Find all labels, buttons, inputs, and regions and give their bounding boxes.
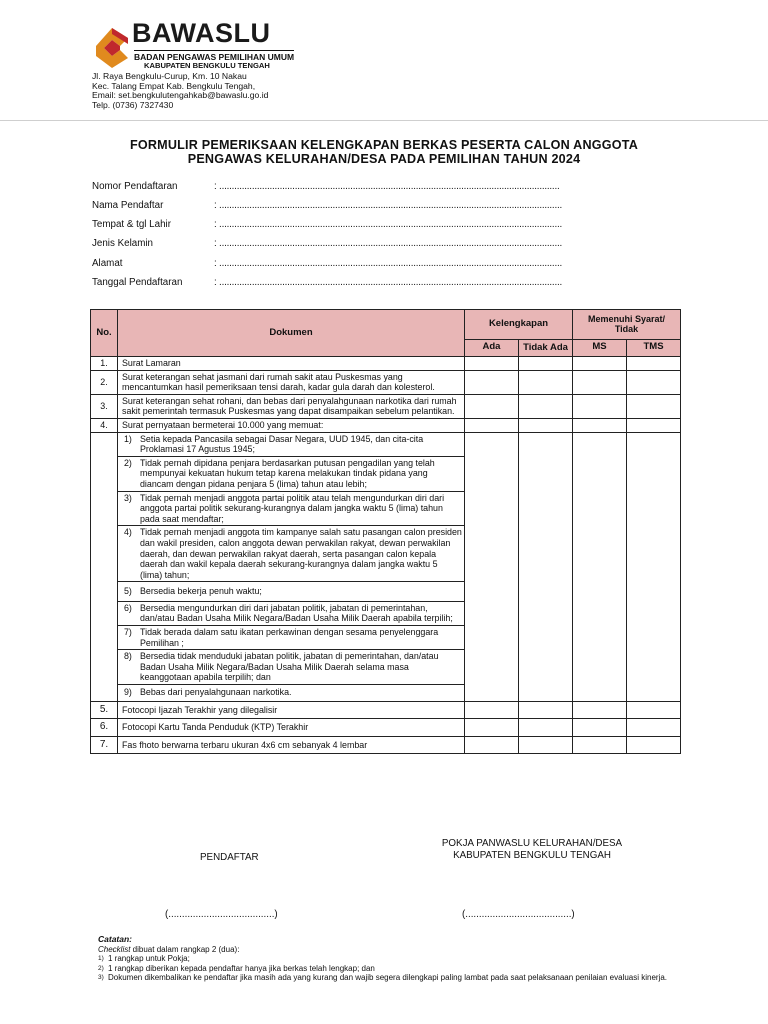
check-ada[interactable] [465, 701, 519, 719]
notes-intro: Checklist dibuat dalam rangkap 2 (dua): [98, 944, 240, 954]
statement-item: 4) Tidak pernah menjadi anggota tim kampanye salah satu pasangan calon presiden dan wakil presiden, calon anggota dewan perwakilan rakyat, dewan perwakilan daerah, dan dewan perwakilan rakyat daerah, serta pasangan calon kepala daerah dan wakil kepala daerah sekurang-kurangnya dalam jangka waktu 5 (lima) tahun; [118, 526, 464, 582]
table-row-statement-items [91, 432, 681, 701]
note-item: 3) Dokumen dikembalikan ke pendaftar jika masih ada yang kurang dan wajib segera dilengkapi paling lambat pada saat pelaksanaan penilaian evaluasi kinerja. [98, 973, 668, 982]
field-label: Nama Pendaftar [92, 200, 164, 211]
header-tidak-ada: Tidak Ada [519, 339, 573, 356]
notes-heading: Catatan: [98, 934, 133, 944]
statement-item: 6) Bersedia mengundurkan diri dari jabatan politik, jabatan di pemerintahan, dan/atau Badan Usaha Milik Negara/Badan Usaha Milik Daerah apabila terpilih; [118, 602, 464, 626]
phone-line: Telp. (0736) 7327430 [92, 99, 174, 110]
check-ms[interactable] [573, 394, 627, 418]
header-no: No. [91, 310, 118, 357]
check-ms[interactable] [573, 701, 627, 719]
check-tms[interactable] [627, 736, 681, 754]
check-tms[interactable] [627, 370, 681, 394]
check-ada[interactable] [465, 394, 519, 418]
row-number: 5. [91, 701, 118, 719]
check-ms[interactable] [573, 418, 627, 432]
table-row [91, 370, 681, 394]
field-label: Tanggal Pendaftaran [92, 277, 183, 288]
row-number: 2. [91, 370, 118, 394]
org-name: BAWASLU [132, 18, 271, 48]
check-tidak-ada[interactable] [519, 418, 573, 432]
row-number: 3. [91, 394, 118, 418]
row-number: 7. [91, 736, 118, 754]
check-ms[interactable] [573, 432, 627, 701]
check-ms[interactable] [573, 719, 627, 737]
field-label: Nomor Pendaftaran [92, 181, 178, 192]
statement-item: 9) Bebas dari penyalahgunaan narkotika. [124, 687, 292, 698]
address-block [92, 72, 268, 110]
header-ms: MS [573, 339, 627, 356]
check-ada[interactable] [465, 719, 519, 737]
signature-right-label-2: KABUPATEN BENGKULU TENGAH [453, 850, 611, 861]
statement-item: 1) Setia kepada Pancasila sebagai Dasar Negara, UUD 1945, dan cita-cita Proklamasi 17 Agustus 1945; [118, 433, 464, 457]
field-label: Tempat & tgl Lahir [92, 219, 171, 230]
row-document: Fotocopi Ijazah Terakhir yang dilegalisir [118, 701, 465, 719]
table-row [91, 736, 681, 754]
table-header-row [91, 310, 681, 340]
field-blank[interactable]: : ....................................................................................................................................... [214, 181, 560, 192]
row-number: 4. [91, 418, 118, 432]
signature-left-blank[interactable]: (.......................................) [165, 909, 278, 920]
check-tidak-ada[interactable] [519, 370, 573, 394]
email-line: Email: set.bengkulutengahkab@bawaslu.go.id [92, 90, 269, 101]
table-row [91, 418, 681, 432]
check-tms[interactable] [627, 418, 681, 432]
form-title-line-2: PENGAWAS KELURAHAN/DESA PADA PEMILIHAN TAHUN 2024 [187, 152, 581, 166]
header-divider [0, 120, 768, 121]
signature-right-blank[interactable]: (.......................................) [462, 909, 575, 920]
header-ada: Ada [465, 339, 519, 356]
row-number-empty [91, 432, 118, 701]
field-blank[interactable]: : ........................................................................................................................................ [214, 219, 563, 230]
check-tidak-ada[interactable] [519, 736, 573, 754]
field-label: Jenis Kelamin [92, 238, 153, 249]
row-document: Surat pernyataan bermeterai 10.000 yang memuat: [118, 418, 465, 432]
check-tidak-ada[interactable] [519, 719, 573, 737]
table-row [91, 357, 681, 371]
org-region: KABUPATEN BENGKULU TENGAH [144, 61, 270, 70]
check-tidak-ada[interactable] [519, 701, 573, 719]
check-ms[interactable] [573, 357, 627, 371]
address-line: Jl. Raya Bengkulu-Curup, Km. 10 Nakau [92, 71, 247, 81]
row-document: Surat keterangan sehat rohani, dan bebas dari penyalahgunaan narkotika dari rumah sakit pemerintah termasuk Puskesmas yang dapat disampaikan sebelum pelantikan. [118, 394, 465, 418]
check-tms[interactable] [627, 719, 681, 737]
check-tms[interactable] [627, 357, 681, 371]
check-tms[interactable] [627, 432, 681, 701]
field-label: Alamat [92, 258, 123, 269]
row-document: Surat Lamaran [118, 357, 465, 371]
row-number: 6. [91, 719, 118, 737]
table-row [91, 719, 681, 737]
check-ada[interactable] [465, 418, 519, 432]
statement-item: 2) Tidak pernah dipidana penjara berdasarkan putusan pengadilan yang telah mempunyai kekuatan hukum tetap karena melakukan tindak pidana yang diancam dengan pidana penjara 5 (lima) tahun atau lebih; [118, 457, 464, 492]
form-title-line-1: FORMULIR PEMERIKSAAN KELENGKAPAN BERKAS PESERTA CALON ANGGOTA [129, 138, 639, 152]
statement-items [118, 432, 465, 701]
bawaslu-logo [92, 18, 295, 74]
row-document: Surat keterangan sehat jasmani dari rumah sakit atau Puskesmas yang mencantumkan hasil pemeriksaan tensi darah, kadar gula darah dan kolesterol. [118, 370, 465, 394]
field-blank[interactable]: : ........................................................................................................................................ [214, 258, 563, 269]
table-row [91, 701, 681, 719]
header-memenuhi-syarat: Memenuhi Syarat/ Tidak [573, 310, 681, 340]
field-blank[interactable]: : ........................................................................................................................................ [214, 277, 563, 288]
document-checklist-table [90, 309, 681, 754]
header-tms: TMS [627, 339, 681, 356]
check-tms[interactable] [627, 701, 681, 719]
check-tidak-ada[interactable] [519, 394, 573, 418]
note-item: 1) 1 rangkap untuk Pokja; [98, 954, 190, 963]
statement-item: 7) Tidak berada dalam satu ikatan perkawinan dengan sesama penyelenggara Pemilihan ; [118, 626, 464, 650]
check-ada[interactable] [465, 370, 519, 394]
header-dokumen: Dokumen [118, 310, 465, 357]
row-document: Fas fhoto berwarna terbaru ukuran 4x6 cm sebanyak 4 lembar [118, 736, 465, 754]
statement-item: 5) Bersedia bekerja penuh waktu; [118, 582, 464, 602]
check-ms[interactable] [573, 370, 627, 394]
check-tidak-ada[interactable] [519, 357, 573, 371]
address-line: Kec. Talang Empat Kab. Bengkulu Tengah, [92, 80, 256, 91]
field-blank[interactable]: : ........................................................................................................................................ [214, 200, 563, 211]
statement-item: 8) Bersedia tidak menduduki jabatan politik, jabatan di pemerintahan, dan/atau Badan Usaha Milik Negara/Badan Usaha Milik Daerah selama masa keanggotaan apabila terpilih; dan [118, 650, 464, 685]
row-document: Fotocopi Kartu Tanda Penduduk (KTP) Terakhir [118, 719, 465, 737]
signature-left-label: PENDAFTAR [200, 852, 259, 863]
check-tidak-ada[interactable] [519, 432, 573, 701]
check-ada[interactable] [465, 736, 519, 754]
check-ada[interactable] [465, 357, 519, 371]
bawaslu-emblem-icon [92, 24, 132, 70]
table-row [91, 394, 681, 418]
note-item: 2) 1 rangkap diberikan kepada pendaftar hanya jika berkas telah lengkap; dan [98, 963, 375, 973]
org-full-name: BADAN PENGAWAS PEMILIHAN UMUM [134, 52, 295, 62]
notes-block [98, 935, 678, 983]
signature-right-label-1: POKJA PANWASLU KELURAHAN/DESA [441, 838, 623, 849]
statement-item: 3) Tidak pernah menjadi anggota partai politik atau telah mengundurkan diri dari anggota partai politik sekurang-kurangnya dalam jangka waktu 5 (lima) tahun pada saat mendaftar; [118, 492, 464, 527]
check-tms[interactable] [627, 394, 681, 418]
field-blank[interactable]: : ........................................................................................................................................ [214, 238, 563, 249]
row-number: 1. [91, 357, 118, 371]
check-ms[interactable] [573, 736, 627, 754]
header-kelengkapan: Kelengkapan [465, 310, 573, 340]
check-ada[interactable] [465, 432, 519, 701]
